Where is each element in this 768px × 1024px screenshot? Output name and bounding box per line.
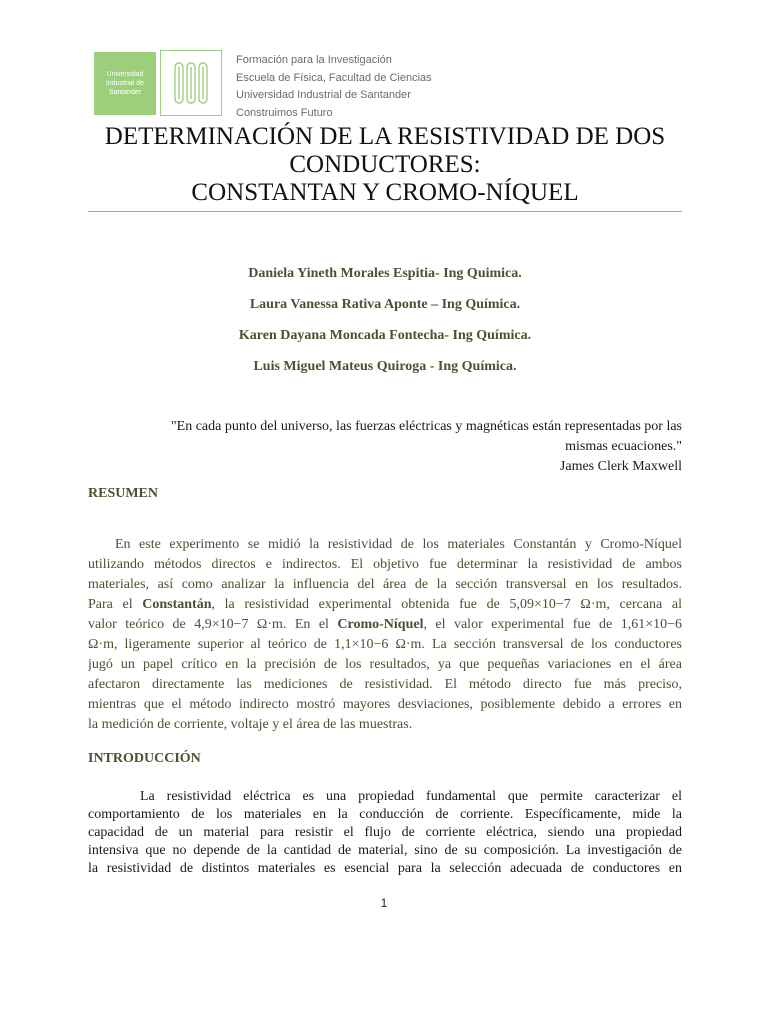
paper-title (88, 123, 682, 207)
resumen-line: valor teórico de 4,9×10−7 Ω·m. En el Cromo-Níquel, el valor experimental fue de 1,61×10−6 (88, 617, 682, 632)
quote-line: mismas ecuaciones." (565, 439, 682, 454)
quote-author: James Clerk Maxwell (559, 459, 682, 474)
header-line: Construimos Futuro (236, 106, 333, 119)
uis-logo-icon (160, 50, 222, 116)
header-line: Universidad Industrial de Santander (236, 89, 411, 101)
logo-text-line: Universidad (106, 71, 144, 78)
intro-line: La resistividad eléctrica es una propiedad fundamental que permite caracterizar el (140, 789, 682, 804)
author: Daniela Yineth Morales Espitia- Ing Quimica. (248, 266, 522, 281)
title-line: CONSTANTAN Y CROMO-NÍQUEL (191, 179, 579, 206)
intro-line: capacidad de un material para resistir el flujo de corriente eléctrica, siendo una propiedad (88, 825, 682, 840)
resumen-heading: RESUMEN (88, 486, 159, 501)
title-line: CONDUCTORES: (289, 151, 481, 178)
quote-line: "En cada punto del universo, las fuerzas eléctricas y magnéticas están representadas por las (170, 419, 682, 434)
epigraph-quote (88, 417, 682, 477)
author: Laura Vanessa Rativa Aponte – Ing Química. (249, 297, 521, 312)
intro-line: intensiva que no depende de la cantidad de material, sino de su composición. La investigación de (88, 843, 682, 858)
resumen-paragraph (88, 535, 682, 735)
header-line: Escuela de Física, Facultad de Ciencias (236, 71, 432, 84)
resumen-line: Ω·m, ligeramente superior al teórico de 1,1×10−6 Ω·m. La sección transversal de los conductores (88, 637, 682, 652)
author: Luis Miguel Mateus Quiroga - Ing Química. (253, 359, 517, 374)
resumen-line: En este experimento se midió la resistividad de los materiales Constantán y Cromo-Níquel (115, 537, 682, 552)
title-divider (88, 211, 682, 212)
resumen-line: utilizando métodos directos e indirectos. El objetivo fue determinar la resistividad de ambos (88, 557, 682, 572)
author-list (88, 264, 682, 388)
page-number: 1 (380, 896, 388, 910)
title-line: DETERMINACIÓN DE LA RESISTIVIDAD DE DOS (104, 123, 666, 150)
intro-line: comportamiento de los materiales en la conducción de corriente. Específicamente, mide la (88, 807, 682, 822)
intro-line: la resistividad de distintos materiales es esencial para la selección adecuada de conductores en (88, 861, 682, 876)
institution-header (236, 52, 432, 122)
resumen-line: materiales, así como analizar la influencia del área de la sección transversal en los resultados. (88, 577, 682, 592)
resumen-line: Para el Constantán, la resistividad experimental obtenida fue de 5,09×10−7 Ω·m, cercana al (88, 597, 682, 612)
resumen-line: mientras que el método indirecto mostró mayores desviaciones, posiblemente debido a errores en (88, 697, 682, 712)
introduccion-heading: INTRODUCCIÓN (88, 751, 201, 766)
logo-text-line: Santander (108, 89, 142, 96)
resumen-line: jugó un papel crítico en la precisión de los resultados, ya que pequeñas variaciones en el área (88, 657, 682, 672)
resumen-line: afectaron directamente las mediciones de resistividad. El método directo fue más preciso, (88, 677, 682, 692)
header-line: Formación para la Investigación (236, 54, 392, 66)
logo-text-line: Industrial de (105, 80, 145, 87)
resumen-line: la medición de corriente, voltaje y el área de las muestras. (88, 717, 413, 732)
introduccion-paragraph (88, 788, 682, 878)
author: Karen Dayana Moncada Fontecha- Ing Química. (238, 328, 532, 343)
university-logo-box (94, 52, 156, 115)
